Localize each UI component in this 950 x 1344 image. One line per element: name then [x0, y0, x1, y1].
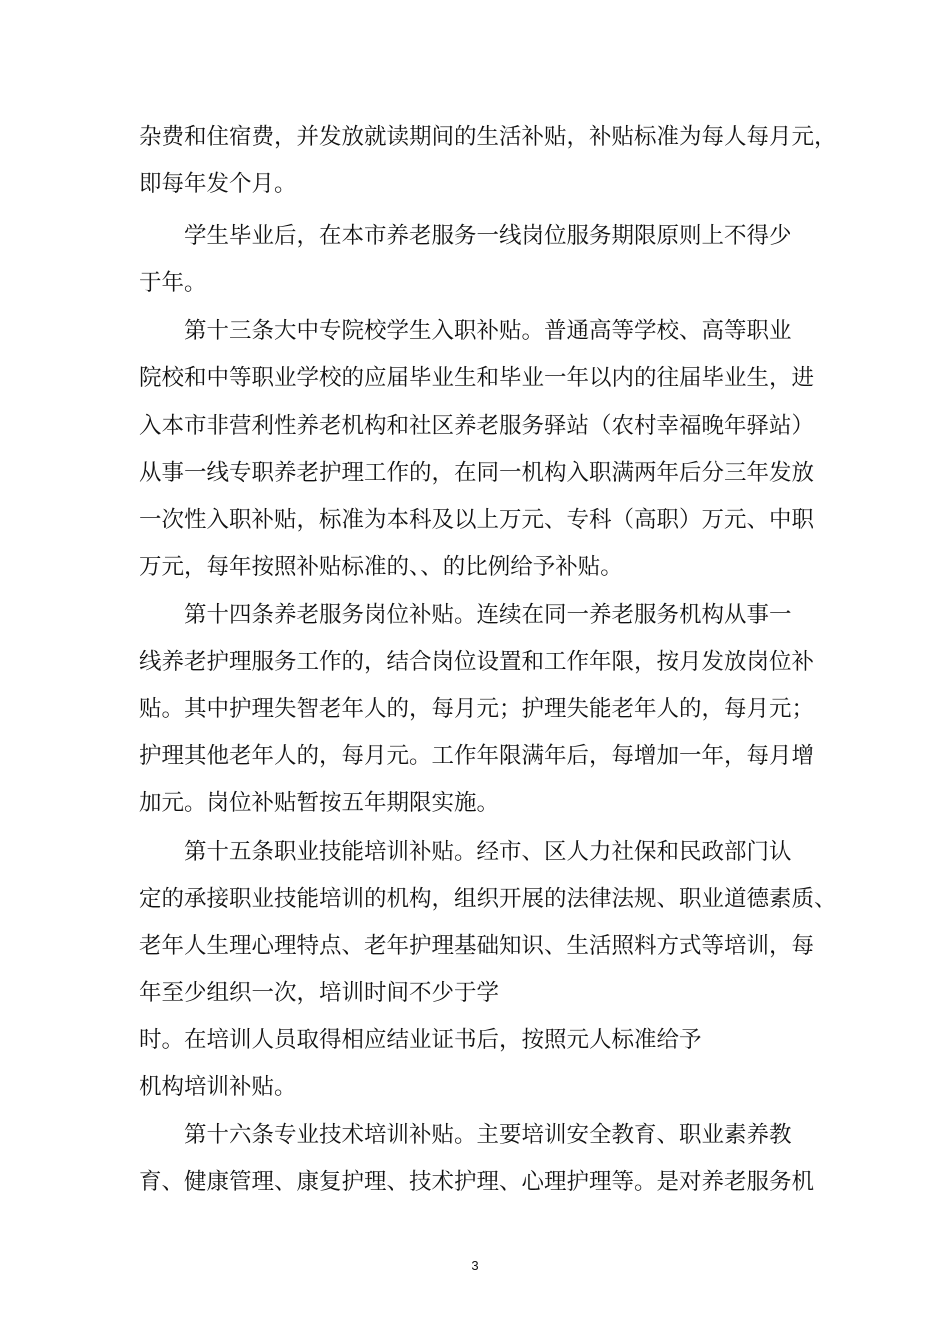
text-line: 育、健康管理、康复护理、技术护理、心理护理等。是对养老服务机 — [139, 1169, 815, 1195]
text-line: 年至少组织一次，培训时间不少于学 — [139, 980, 500, 1006]
text-line: 第十六条专业技术培训补贴。主要培训安全教育、职业素养教 — [139, 1122, 792, 1148]
page-number: 3 — [471, 1258, 479, 1273]
text-line: 第十三条大中专院校学生入职补贴。普通高等学校、高等职业 — [139, 318, 792, 344]
text-line: 于年。 — [139, 270, 207, 296]
text-line: 第十五条职业技能培训补贴。经市、区人力社保和民政部门认 — [139, 839, 792, 865]
text-line: 老年人生理心理特点、老年护理基础知识、生活照料方式等培训，每 — [139, 933, 815, 959]
text-line: 时。在培训人员取得相应结业证书后，按照元人标准给予 — [139, 1027, 702, 1053]
text-line: 机构培训补贴。 — [139, 1074, 297, 1100]
text-line: 从事一线专职养老护理工作的，在同一机构入职满两年后分三年发放 — [139, 460, 815, 486]
text-line: 定的承接职业技能培训的机构，组织开展的法律法规、职业道德素质、 — [139, 886, 837, 912]
text-line: 即每年发个月。 — [139, 171, 297, 197]
text-line: 第十四条养老服务岗位补贴。连续在同一养老服务机构从事一 — [139, 602, 792, 628]
text-line: 万元，每年按照补贴标准的、、的比例给予补贴。 — [139, 554, 623, 580]
text-line: 入本市非营利性养老机构和社区养老服务驿站（农村幸福晚年驿站） — [139, 413, 815, 439]
text-line: 院校和中等职业学校的应届毕业生和毕业一年以内的往届毕业生，进 — [139, 365, 815, 391]
text-line: 一次性入职补贴，标准为本科及以上万元、专科（高职）万元、中职 — [139, 507, 815, 533]
text-line: 贴。其中护理失智老年人的，每月元；护理失能老年人的，每月元； — [139, 696, 815, 722]
text-line: 加元。岗位补贴暂按五年期限实施。 — [139, 790, 500, 816]
text-line: 线养老护理服务工作的，结合岗位设置和工作年限，按月发放岗位补 — [139, 649, 815, 675]
text-line: 护理其他老年人的，每月元。工作年限满年后，每增加一年，每月增 — [139, 743, 815, 769]
text-line: 学生毕业后，在本市养老服务一线岗位服务期限原则上不得少 — [139, 223, 792, 249]
text-line: 杂费和住宿费，并发放就读期间的生活补贴，补贴标准为每人每月元， — [139, 124, 837, 150]
